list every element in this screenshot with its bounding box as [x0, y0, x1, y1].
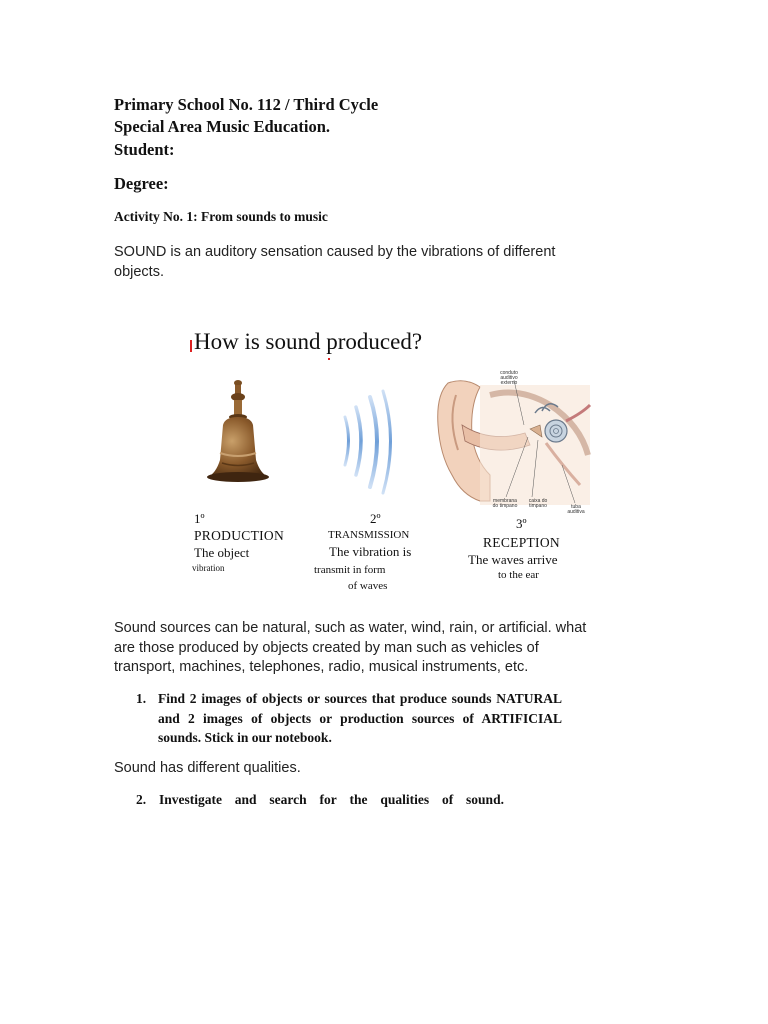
- sound-waves-icon: [345, 391, 391, 493]
- task-2-word: search: [269, 792, 307, 807]
- task-2-word: of: [441, 792, 454, 807]
- intro-paragraph: SOUND is an auditory sensation caused by the vibrations of different objects.: [114, 244, 556, 280]
- sources-paragraph: Sound sources can be natural, such as water, wind, rain, or artificial. what are those produced by objects created by man such as vehicles of transport, machines, telephones, radio, musical instruments, etc.: [114, 620, 587, 675]
- step3-line1: The waves arrive: [468, 552, 558, 567]
- qualities-paragraph: Sound has different qualities.: [114, 760, 301, 776]
- figure-title: How is sound produced?: [194, 329, 423, 354]
- task-2-word: the: [349, 792, 368, 807]
- task-2: [136, 792, 504, 808]
- ear-label-cavity: caixa do timpano: [528, 498, 548, 509]
- step1-line1: The object: [194, 545, 250, 560]
- task-1: [136, 689, 562, 748]
- step3-number: 3º: [516, 516, 527, 531]
- task-2-number: 2.: [136, 792, 147, 807]
- step3-line2: to the ear: [498, 569, 539, 581]
- subject-area: Special Area Music Education.: [114, 117, 331, 136]
- step1-label: PRODUCTION: [194, 528, 285, 543]
- ear-label-membrane: membrana do timpano: [492, 498, 518, 509]
- degree-field-label: Degree:: [114, 174, 169, 193]
- task-2-word: sound.: [466, 792, 504, 807]
- bell-icon: [207, 380, 269, 482]
- task-1-number: 1.: [136, 691, 147, 706]
- task-1-text: Find 2 images of objects or sources that produce sounds NATURAL and 2 images of objects or production sources of ARTIFICIAL sounds. Stick in our notebook.: [158, 691, 562, 745]
- task-2-word: Investigate: [158, 792, 222, 807]
- step3-label: RECEPTION: [483, 535, 560, 550]
- sound-production-figure: [190, 325, 595, 597]
- school-name: Primary School No. 112 / Third Cycle: [114, 95, 379, 114]
- step1-line2: vibration: [192, 563, 225, 573]
- step2-label: TRANSMISSION: [328, 529, 410, 541]
- step2-number: 2º: [370, 511, 381, 526]
- ear-label-tube: tuba auditiva: [567, 504, 585, 515]
- step2-line1: The vibration is: [329, 544, 412, 559]
- ear-label-canal: conduto auditivo externo: [500, 370, 518, 386]
- step2-line2: transmit in form: [314, 564, 386, 576]
- red-mark: [190, 340, 192, 352]
- ear-anatomy-icon: [438, 380, 590, 505]
- task-2-word: and: [234, 792, 257, 807]
- step1-number: 1º: [194, 511, 205, 526]
- student-field-label: Student:: [114, 140, 175, 159]
- task-2-word: qualities: [380, 792, 430, 807]
- red-mark: [328, 358, 330, 360]
- task-2-word: for: [319, 792, 337, 807]
- activity-title: Activity No. 1: From sounds to music: [114, 209, 328, 224]
- step2-line3: of waves: [348, 580, 388, 592]
